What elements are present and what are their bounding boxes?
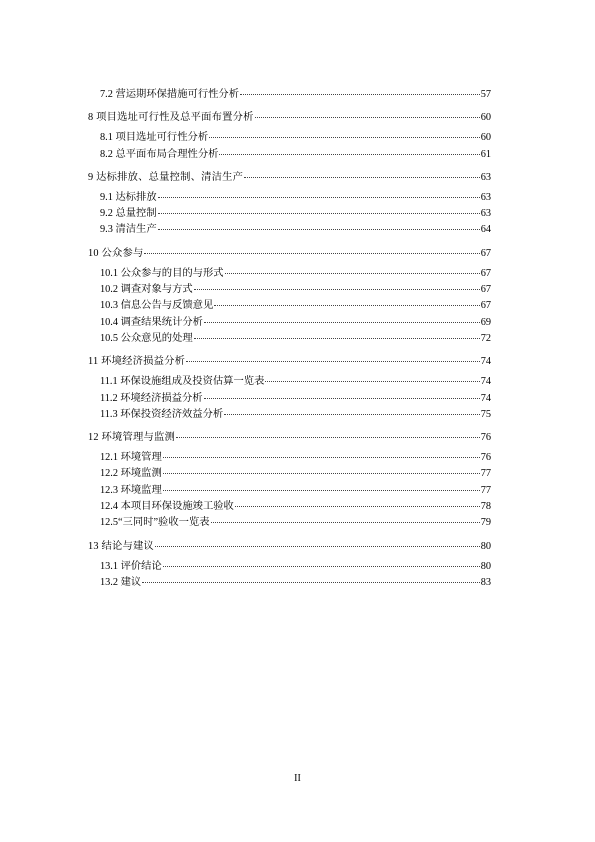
toc-dot-leader — [204, 386, 480, 399]
toc-dot-leader — [214, 293, 479, 306]
toc-entry-title: 9.1 达标排放 — [100, 191, 157, 203]
toc-entry-title: 12.2 环境监测 — [100, 468, 162, 480]
toc-entry-page: 74 — [480, 356, 491, 368]
toc-entry-page: 67 — [480, 284, 491, 296]
toc-entry-title: 13.1 评价结论 — [100, 560, 162, 572]
toc-dot-leader — [225, 261, 480, 274]
toc-dot-leader — [163, 478, 480, 491]
toc-section-entry[interactable] — [88, 144, 491, 160]
toc-section-entry[interactable] — [88, 404, 491, 420]
toc-entry-page: 72 — [480, 332, 491, 344]
toc-dot-leader — [155, 534, 480, 547]
toc-dot-leader — [176, 425, 480, 438]
toc-section-entry[interactable] — [88, 84, 491, 100]
toc-entry-title: 12.1 环境管理 — [100, 452, 162, 464]
toc-dot-leader — [235, 494, 480, 507]
toc-entry-title: 11.2 环境经济损益分析 — [100, 392, 203, 404]
toc-dot-leader — [255, 105, 480, 118]
toc-entry-title: 13 结论与建议 — [88, 540, 154, 552]
toc-entry-page: 63 — [480, 191, 491, 203]
toc-entry-title: 10.5 公众意见的处理 — [100, 332, 193, 344]
toc-entry-title: 11.1 环保设施组成及投资估算一览表 — [100, 376, 265, 388]
toc-entry-page: 80 — [480, 540, 491, 552]
toc-dot-leader — [219, 142, 479, 155]
toc-entry-page: 80 — [480, 560, 491, 572]
toc-dot-leader — [186, 349, 480, 362]
toc-entry-title: 8.2 总平面布局合理性分析 — [100, 148, 219, 160]
toc-entry-page: 60 — [480, 112, 491, 124]
toc-entry-title: 11 环境经济损益分析 — [88, 356, 186, 368]
toc-entry-title: 7.2 营运期环保措施可行性分析 — [100, 89, 240, 100]
toc-entry-page: 78 — [480, 501, 491, 513]
toc-dot-leader — [209, 125, 480, 138]
toc-entry-page: 77 — [480, 484, 491, 496]
toc-entry-title: 10.2 调查对象与方式 — [100, 284, 193, 296]
toc-dot-leader — [144, 241, 479, 254]
toc-entry-title: 9.3 清洁生产 — [100, 224, 157, 236]
toc-entry-title: 9 达标排放、总量控制、清洁生产 — [88, 171, 244, 183]
toc-dot-leader — [240, 82, 480, 95]
toc-dot-leader — [158, 185, 480, 198]
toc-section-entry[interactable] — [88, 512, 491, 528]
toc-entry-title: 10 公众参与 — [88, 247, 144, 259]
toc-entry-title: 11.3 环保投资经济效益分析 — [100, 408, 224, 420]
toc-dot-leader — [224, 402, 480, 415]
toc-entry-page: 67 — [480, 267, 491, 279]
toc-entry-title: 9.2 总量控制 — [100, 208, 157, 220]
toc-entry-page: 63 — [480, 208, 491, 220]
toc-section-entry[interactable] — [88, 328, 491, 344]
toc-entry-title: 12 环境管理与监测 — [88, 432, 175, 444]
toc-dot-leader — [142, 570, 480, 583]
toc-entry-page: 64 — [480, 224, 491, 236]
toc-dot-leader — [244, 165, 480, 178]
toc-chapter-entry[interactable] — [88, 243, 491, 261]
toc-section-entry[interactable] — [88, 219, 491, 235]
toc-dot-leader — [163, 554, 480, 567]
toc-dot-leader — [163, 461, 480, 474]
toc-entry-title: 12.5“三同时”验收一览表 — [100, 517, 210, 529]
toc-entry-page: 76 — [480, 432, 491, 444]
toc-entry-page: 74 — [480, 392, 491, 404]
toc-chapter-entry[interactable] — [88, 427, 491, 445]
toc-entry-title: 10.4 调查结果统计分析 — [100, 316, 203, 328]
toc-chapter-entry[interactable] — [88, 167, 491, 185]
toc-entry-page: 60 — [480, 132, 491, 144]
toc-entry-title: 12.3 环境监理 — [100, 484, 162, 496]
toc-entry-page: 57 — [480, 89, 491, 100]
toc-section-entry[interactable] — [88, 572, 491, 588]
toc-dot-leader — [158, 217, 480, 230]
toc-dot-leader — [163, 445, 480, 458]
toc-entry-title: 10.3 信息公告与反馈意见 — [100, 300, 214, 312]
toc-entry-title: 8 项目选址可行性及总平面布置分析 — [88, 112, 254, 124]
toc-entry-page: 79 — [480, 517, 491, 529]
toc-entry-page: 69 — [480, 316, 491, 328]
toc-dot-leader — [194, 326, 480, 339]
toc-entry-page: 67 — [480, 247, 491, 259]
toc-chapter-entry[interactable] — [88, 536, 491, 554]
toc-entry-title: 10.1 公众参与的目的与形式 — [100, 267, 224, 279]
toc-entry-page: 63 — [480, 171, 491, 183]
toc-entry-page: 74 — [480, 376, 491, 388]
toc-entry-page: 67 — [480, 300, 491, 312]
toc-entry-title: 12.4 本项目环保设施竣工验收 — [100, 501, 234, 513]
toc-entry-title: 8.1 项目选址可行性分析 — [100, 132, 209, 144]
toc-entry-page: 76 — [480, 452, 491, 464]
toc-entry-page: 75 — [480, 408, 491, 420]
toc-entry-page: 83 — [480, 576, 491, 588]
toc-dot-leader — [204, 310, 480, 323]
toc-dot-leader — [265, 369, 479, 382]
page-number: II — [294, 773, 301, 784]
toc-chapter-entry[interactable] — [88, 107, 491, 125]
toc-dot-leader — [194, 277, 480, 290]
toc-dot-leader — [158, 201, 480, 214]
table-of-contents — [88, 84, 491, 588]
toc-chapter-entry[interactable] — [88, 351, 491, 369]
toc-dot-leader — [211, 510, 480, 523]
toc-entry-page: 77 — [480, 468, 491, 480]
toc-entry-title: 13.2 建议 — [100, 576, 142, 588]
toc-entry-page: 61 — [480, 148, 491, 160]
